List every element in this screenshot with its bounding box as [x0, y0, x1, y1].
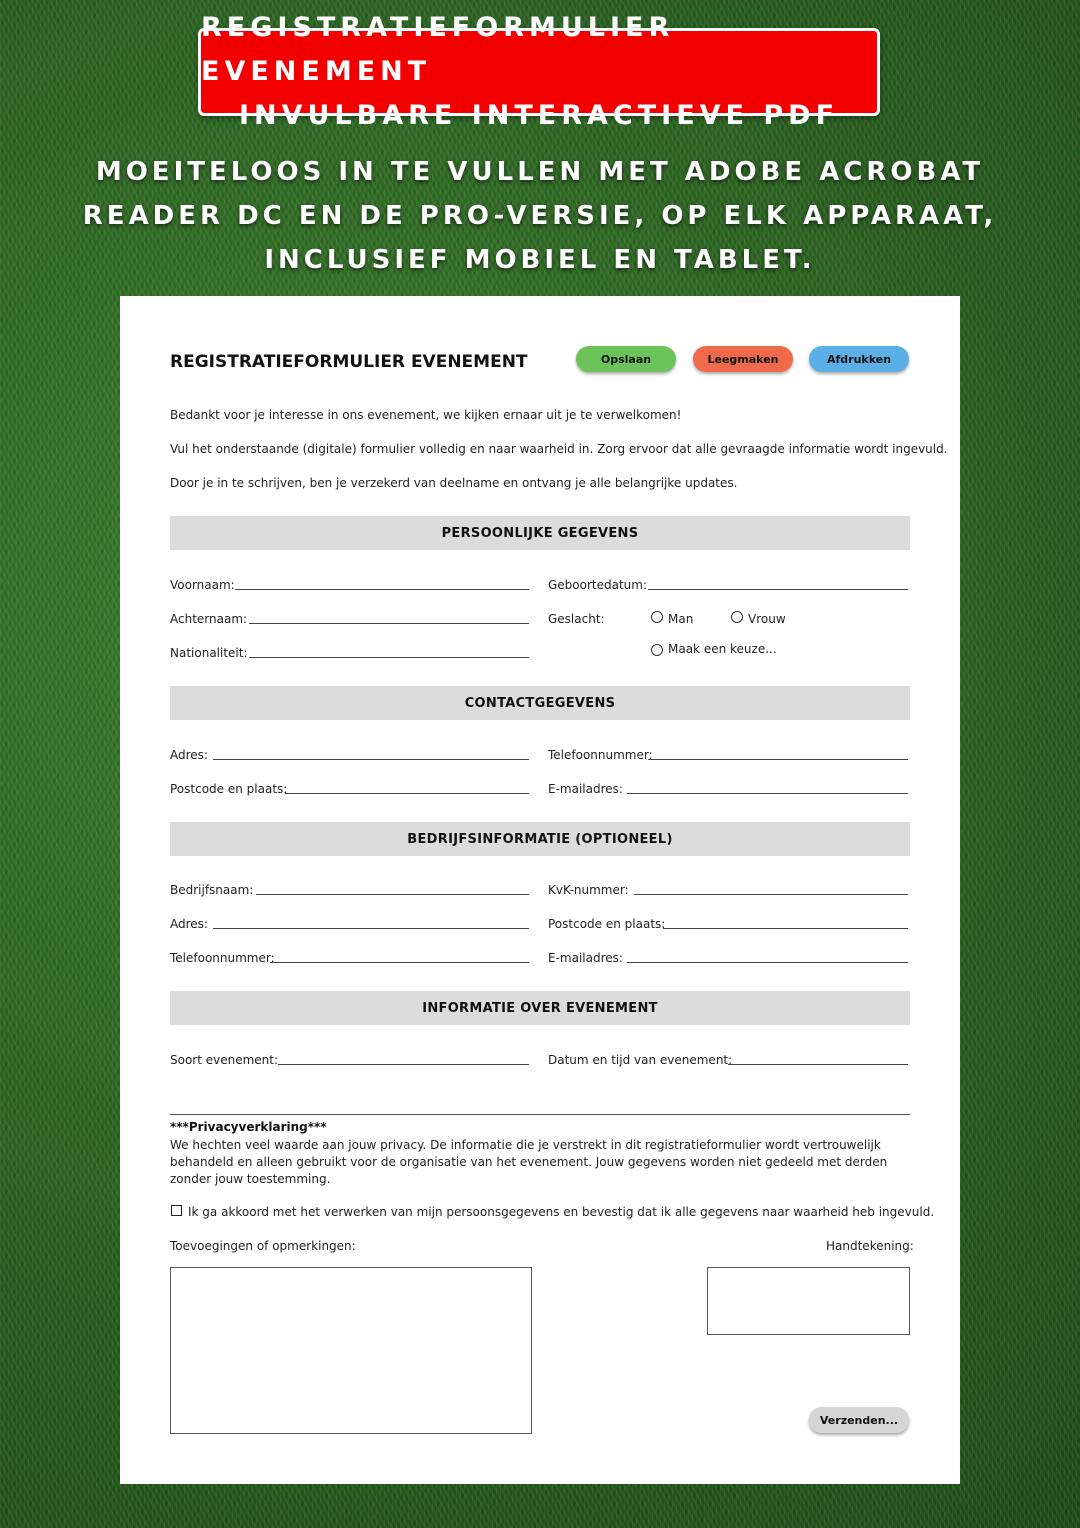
- banner-title: REGISTRATIEFORMULIER EVENEMENT: [201, 12, 675, 87]
- section-header-event: INFORMATIE OVER EVENEMENT: [170, 991, 910, 1025]
- nationality-label: Nationaliteit:: [170, 646, 248, 660]
- company-email-label: E-mailadres:: [548, 951, 623, 965]
- last-name-field[interactable]: [249, 623, 529, 624]
- intro-text-2: Vul het onderstaande (digitale) formulier volledig en naar waarheid in. Zorg ervoor dat alle gevraagde informatie wordt ingevuld.: [170, 442, 948, 456]
- postcode-city-field[interactable]: [285, 793, 529, 794]
- first-name-label: Voornaam:: [170, 578, 235, 592]
- privacy-title: ***Privacyverklaring***: [170, 1120, 327, 1134]
- remarks-textarea[interactable]: [170, 1267, 532, 1434]
- gender-vrouw-label: Vrouw: [748, 612, 786, 626]
- email-label: E-mailadres:: [548, 782, 623, 796]
- print-button[interactable]: Afdrukken: [809, 346, 909, 372]
- postcode-city-label: Postcode en plaats:: [170, 782, 288, 796]
- company-postcode-field[interactable]: [663, 928, 908, 929]
- company-email-field[interactable]: [627, 962, 908, 963]
- gender-other-label: Maak een keuze...: [668, 642, 777, 656]
- signature-field[interactable]: [707, 1267, 910, 1335]
- send-button[interactable]: Verzenden...: [809, 1407, 909, 1433]
- company-name-field[interactable]: [256, 894, 529, 895]
- event-datetime-label: Datum en tijd van evenement:: [548, 1053, 733, 1067]
- tagline-line-1: MOEITELOOS IN TE VULLEN MET ADOBE ACROBAT: [95, 157, 985, 187]
- remarks-label: Toevoegingen of opmerkingen:: [170, 1239, 356, 1253]
- gender-man-radio[interactable]: [651, 611, 663, 623]
- event-datetime-field[interactable]: [728, 1064, 908, 1065]
- section-header-personal: PERSOONLIJKE GEGEVENS: [170, 516, 910, 550]
- company-name-label: Bedrijfsnaam:: [170, 883, 254, 897]
- tagline-line-2: READER DC EN DE PRO-VERSIE, OP ELK APPARAAT,: [82, 201, 998, 231]
- section-header-company: BEDRIJFSINFORMATIE (OPTIONEEL): [170, 822, 910, 856]
- section-header-contact: CONTACTGEGEVENS: [170, 686, 910, 720]
- phone-field[interactable]: [648, 759, 908, 760]
- company-phone-field[interactable]: [270, 962, 529, 963]
- company-address-label: Adres:: [170, 917, 208, 931]
- event-type-label: Soort evenement:: [170, 1053, 279, 1067]
- divider: [170, 1114, 910, 1115]
- tagline-line-3: INCLUSIEF MOBIEL EN TABLET.: [264, 245, 816, 275]
- tagline: [60, 150, 1020, 282]
- banner-subtitle: INVULBARE INTERACTIEVE PDF: [238, 100, 840, 131]
- signature-label: Handtekening:: [826, 1239, 914, 1253]
- intro-text-3: Door je in te schrijven, ben je verzekerd van deelname en ontvang je alle belangrijke updates.: [170, 476, 738, 490]
- gender-vrouw-radio[interactable]: [731, 611, 743, 623]
- first-name-field[interactable]: [235, 589, 529, 590]
- form-sheet: [120, 296, 960, 1484]
- intro-text-1: Bedankt voor je interesse in ons evenement, we kijken ernaar uit je te verwelkomen!: [170, 408, 682, 422]
- consent-label: Ik ga akkoord met het verwerken van mijn persoonsgegevens en bevestig dat ik alle gegevens naar waarheid heb ingevuld.: [188, 1205, 935, 1219]
- nationality-field[interactable]: [249, 657, 529, 658]
- email-field[interactable]: [627, 793, 908, 794]
- phone-label: Telefoonnummer:: [548, 748, 653, 762]
- save-button[interactable]: Opslaan: [576, 346, 676, 372]
- clear-button[interactable]: Leegmaken: [693, 346, 793, 372]
- consent-checkbox[interactable]: [171, 1205, 182, 1216]
- company-address-field[interactable]: [213, 928, 529, 929]
- kvk-field[interactable]: [634, 894, 908, 895]
- header-banner: [198, 12, 880, 131]
- last-name-label: Achternaam:: [170, 612, 248, 626]
- address-field[interactable]: [213, 759, 529, 760]
- gender-label: Geslacht:: [548, 612, 605, 626]
- gender-other-radio[interactable]: [651, 644, 663, 656]
- company-postcode-label: Postcode en plaats:: [548, 917, 666, 931]
- company-phone-label: Telefoonnummer:: [170, 951, 275, 965]
- gender-man-label: Man: [668, 612, 694, 626]
- birthdate-field[interactable]: [648, 589, 908, 590]
- kvk-label: KvK-nummer:: [548, 883, 629, 897]
- form-title: REGISTRATIEFORMULIER EVENEMENT: [170, 352, 528, 372]
- privacy-text: We hechten veel waarde aan jouw privacy. De informatie die je verstrekt in dit registratieformulier wordt vertrouwelijk behandeld en alleen gebruikt voor de organisatie van het evenement. Jouw gegevens worden niet gedeeld met derden zonder jouw toestemming.: [170, 1138, 888, 1186]
- birthdate-label: Geboortedatum:: [548, 578, 648, 592]
- address-label: Adres:: [170, 748, 208, 762]
- event-type-field[interactable]: [278, 1064, 529, 1065]
